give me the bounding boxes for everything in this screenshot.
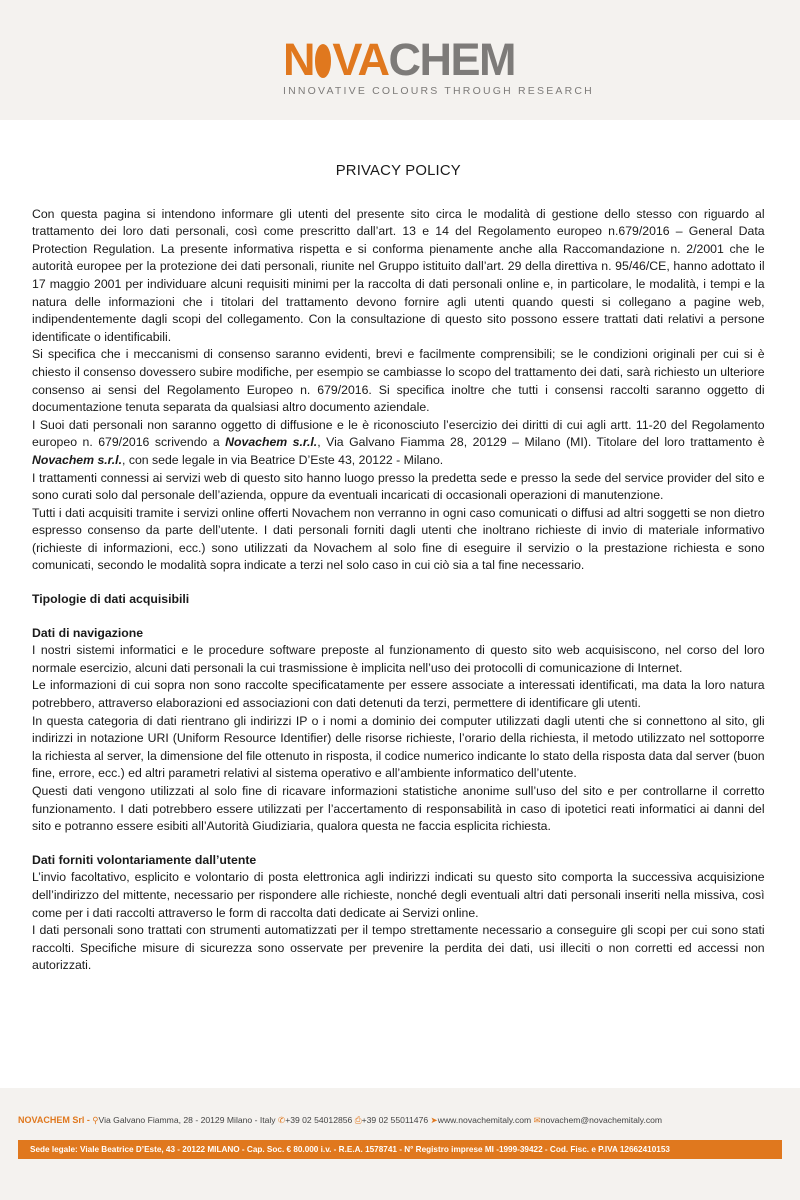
navigation-paragraph: Questi dati vengono utilizzati al solo fine di ricavare informazioni statistiche anonime sull’uso del sito e per controllarne il corretto funzionamento. I dati potrebbero essere utilizzati per l’accertamento di responsabilità in caso di ipotetici reati informatici ai danni del sito e potranno essere esibiti all’Autorità Giudiziaria, qualora questa ne faccia esplicita richiesta.: [32, 784, 765, 834]
rights-text-2: , Via Galvano Fiamma 28, 20129 – Milano (MI). Titolare del loro trattamento è: [317, 435, 765, 450]
navigation-paragraph: In questa categoria di dati rientrano gli indirizzi IP o i nomi a dominio dei computer utilizzati dagli utenti che si connettono al sito, gli indirizzi in notazione URI (Uniform Resource Identifier) delle risorse richieste, l’orario della richiesta, il metodo utilizzato nel sottoporre la richiesta al server, la dimensione del file ottenuto in risposta, il codice numerico indicante lo stato della risposta data dal server (buon fine, errore, ecc.) ed altri parametri relativi al sistema operativo e all’ambiente informatico dell’utente.: [32, 713, 765, 781]
navigation-data-heading: Dati di navigazione: [32, 625, 144, 640]
fax-icon: ⎙: [354, 1115, 362, 1125]
logo-wordmark: [283, 34, 515, 85]
voluntary-paragraph: I dati personali sono trattati con strumenti automatizzati per il tempo strettamente necessario a conseguire gli scopi per cui sono stati raccolti. Specifiche misure di sicurezza sono osservate per prevenire la perdita dei dati, usi illeciti o non corretti ed accessi non autorizzati.: [32, 923, 765, 973]
phone-icon: ✆: [277, 1115, 286, 1125]
novachem-logo: [283, 34, 594, 103]
mail-icon: ✉: [533, 1115, 541, 1125]
voluntary-data-heading: Dati forniti volontariamente dall’utente: [32, 852, 257, 867]
section-heading: Tipologie di dati acquisibili: [32, 592, 190, 607]
logo-ring-icon: [315, 44, 331, 78]
policy-content: [32, 162, 765, 975]
page-header: [0, 0, 800, 120]
company-name: Novachem s.r.l.: [225, 435, 318, 450]
rights-paragraph: [32, 417, 765, 470]
navigation-paragraph: Le informazioni di cui sopra non sono raccolte specificatamente per essere associate a interessati identificati, ma data la loro natura potrebbero, attraverso elaborazioni ed associazioni con dati detenuti da terzi, permettere di identificare gli utenti.: [32, 678, 765, 711]
navigation-paragraph: I nostri sistemi informatici e le procedure software preposte al funzionamento di questo sito web acquisiscono, nel corso del loro normale esercizio, alcuni dati personali la cui trasmissione è implicita nell’uso dei protocolli di comunicazione di Internet.: [32, 643, 765, 675]
logo-letters-va: VA: [332, 34, 389, 85]
footer-email[interactable]: novachem@novachemitaly.com: [540, 1115, 663, 1125]
voluntary-paragraph: L’invio facoltativo, esplicito e volontario di posta elettronica agli indirizzi indicati su questo sito comporta la successiva acquisizione dell’indirizzo del mittente, necessario per rispondere alle richieste, nonché degli eventuali altri dati personali inseriti nella missiva, così come per i dati raccolti attraverso le form di raccolta dati dedicate ai Servizi online.: [32, 870, 765, 920]
page-title: PRIVACY POLICY: [335, 162, 461, 179]
logo-letter-n: N: [283, 34, 314, 85]
company-name: Novachem s.r.l.: [32, 452, 123, 467]
intro-paragraph: Con questa pagina si intendono informare gli utenti del presente sito circa le modalità di gestione dello stesso con riguardo al trattamento dei loro dati personali, così come prescritto dall’art. 13 e 14 del Regolamento europeo n.679/2016 – General Data Protection Regulation. La presente informativa rispetta e si conforma pienamente anche alla Raccomandazione n. 2/2001 che le autorità europee per la protezione dei dati personali, riunite nel Gruppo istituito dall’art. 29 della direttiva n. 95/46/CE, hanno adottato il 17 maggio 2001 per individuare alcuni requisiti minimi per la raccolta di dati personali online e, in particolare, le modalità, i tempi e la natura delle informazioni che i titolari del trattamento devono fornire agli utenti quando questi si collegano a pagine web, indipendentemente dagli scopi del collegamento. Con la consultazione di questo sito possono essere trattati dati relativi a persone identificate o identificabili.: [32, 206, 765, 344]
location-pin-icon: ⚲: [92, 1115, 99, 1125]
logo-tagline: INNOVATIVE COLOURS THROUGH RESEARCH: [283, 85, 594, 97]
rights-text-1: I Suoi dati personali non saranno oggetto di diffusione e le è riconosciuto l’esercizio dei diritti di cui agli artt. 11-20 del Regolamento europeo n. 679/2016 scrivendo a: [32, 417, 765, 450]
web-icon: ➤: [430, 1115, 438, 1125]
rights-text-3: , con sede legale in via Beatrice D’Este 43, 20122 - Milano.: [122, 452, 444, 467]
page-footer: [0, 1088, 800, 1200]
footer-contacts: [18, 1115, 662, 1126]
footer-address: Via Galvano Fiamma, 28 - 20129 Milano - Italy: [98, 1115, 276, 1125]
consent-paragraph: Si specifica che i meccanismi di consenso saranno evidenti, brevi e facilmente comprensibili; se le condizioni originali per cui si è chiesto il consenso dovessero subire modifiche, per esempio se cambiasse lo scopo del trattamento dei dati, sarà richiesto un ulteriore consenso ai sensi del Regolamento Europeo n. 679/2016. Si specifica inoltre che tutti i consensi raccolti saranno oggetto di documentazione tenuta separata da qualsiasi altro documento aziendale.: [32, 347, 765, 415]
online-services-paragraph: Tutti i dati acquisiti tramite i servizi online offerti Novachem non verranno in ogni caso comunicati o diffusi ad altri soggetti se non dietro espresso consenso da parte dell’utente. I dati personali forniti dagli utenti che inoltrano richieste di invio di materiale informativo (richieste di informazioni, ecc.) sono utilizzati da Novachem al solo fine di eseguire il servizio o la prestazione richiesta e sono comunicati, secondo le modalità sopra indicate a terzi nel solo caso in cui ciò sia a tal fine necessario.: [32, 505, 765, 573]
logo-letters-chem: CHEM: [388, 34, 515, 85]
footer-phone: +39 02 54012856: [285, 1115, 353, 1125]
footer-fax: +39 02 55011476: [361, 1115, 429, 1125]
footer-company: NOVACHEM Srl -: [18, 1115, 90, 1125]
footer-legal-bar: Sede legale: Viale Beatrice D’Este, 43 - 20122 MILANO - Cap. Soc. € 80.000 i.v. - R.E.A. 1578741 - N° Registro imprese MI -1999-39422 - Cod. Fisc. e P.IVA 12662410153: [18, 1140, 782, 1159]
footer-website[interactable]: www.novachemitaly.com: [437, 1115, 532, 1125]
processing-paragraph: I trattamenti connessi ai servizi web di questo sito hanno luogo presso la predetta sede e presso la sede del service provider del sito e sono curati solo dal personale dell’azienda, oppure da eventuali incaricati di occasionali operazioni di manutenzione.: [32, 470, 765, 503]
